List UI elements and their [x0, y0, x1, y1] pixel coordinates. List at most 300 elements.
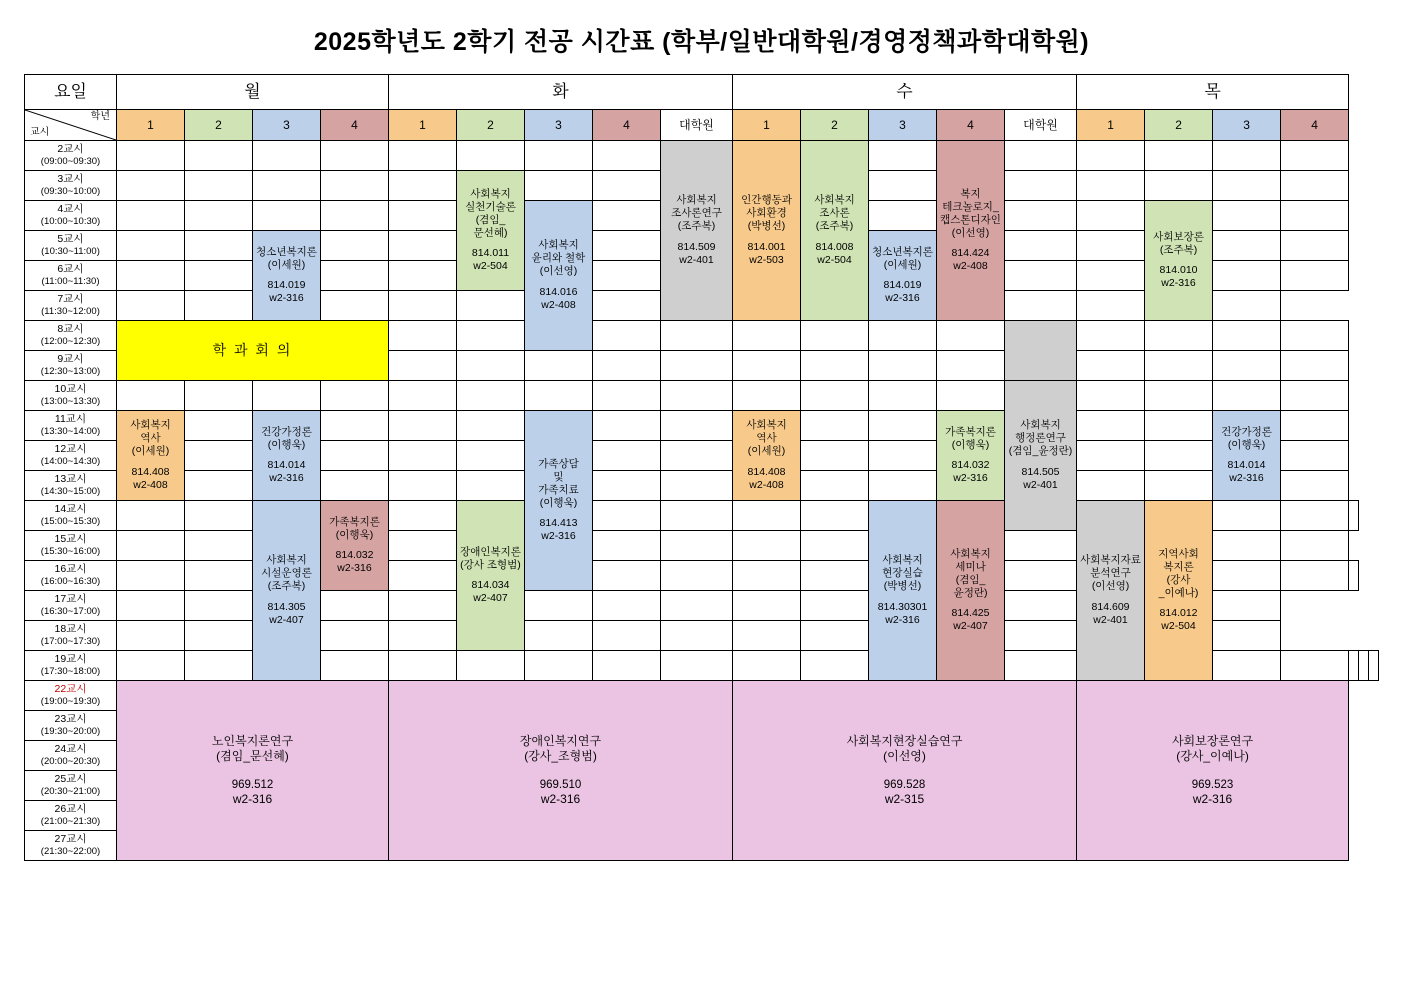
course-wed-seminar[interactable] [937, 501, 1005, 681]
slot-tue-grad[interactable] [661, 351, 733, 381]
slot-wed-2[interactable] [801, 321, 869, 351]
slot-thu-2[interactable] [1005, 531, 1077, 561]
slot-tue-grad[interactable] [661, 321, 733, 351]
slot-tue-1[interactable] [389, 171, 457, 201]
slot-wed-4[interactable] [937, 351, 1005, 381]
slot-thu-1[interactable] [1077, 411, 1145, 441]
course-wed-survey[interactable] [801, 141, 869, 321]
slot-thu-2[interactable] [1145, 171, 1213, 201]
period-cell [25, 771, 117, 801]
period-label: 15교시 [54, 533, 87, 545]
slot-tue-1[interactable] [389, 651, 457, 681]
course-thu-local[interactable] [1145, 501, 1213, 681]
period-range: (13:30~14:00) [40, 426, 101, 438]
slot-wed-grad[interactable] [1005, 321, 1077, 381]
slot-tue-4[interactable] [593, 141, 661, 171]
slot-tue-4[interactable] [593, 351, 661, 381]
course-room: w2-408 [749, 478, 784, 491]
slot-wed-2[interactable] [801, 471, 869, 501]
slot-thu-3[interactable] [1213, 351, 1281, 381]
period-cell [25, 681, 117, 711]
course-professor: (이행욱) [1227, 438, 1266, 451]
slot-thu-4[interactable] [1369, 651, 1379, 681]
course-code: 814.424 [951, 247, 990, 260]
slot-thu-4[interactable] [1281, 381, 1349, 411]
course-tue-counsel[interactable] [525, 411, 593, 591]
slot-thu-2[interactable] [1145, 471, 1213, 501]
slot-tue-4[interactable] [593, 471, 661, 501]
slot-thu-3[interactable] [1281, 501, 1349, 531]
slot-tue-2[interactable] [457, 381, 525, 411]
course-code: 814.014 [1227, 459, 1266, 471]
course-wed-history[interactable] [733, 411, 801, 501]
slot-mon-1[interactable] [117, 171, 185, 201]
slot-wed-1[interactable] [733, 531, 801, 561]
slot-mon-2[interactable] [185, 621, 253, 651]
course-professor: (강사 조형범) [460, 558, 521, 571]
table-row [25, 381, 1379, 411]
slot-tue-4[interactable] [661, 561, 733, 591]
course-title-line2: 복지론 [1163, 560, 1194, 573]
slot-wed-3[interactable] [1005, 651, 1077, 681]
slot-mon-1[interactable] [117, 141, 185, 171]
course-title-line2: 및 [553, 470, 564, 483]
grade-header-mon-1: 1 [117, 110, 185, 141]
slot-thu-4[interactable] [1281, 531, 1349, 561]
slot-thu-3[interactable] [1281, 561, 1349, 591]
slot-mon-4[interactable] [321, 261, 389, 291]
grade-header-tue-grad: 대학원 [661, 110, 733, 141]
slot-mon-1[interactable] [117, 531, 185, 561]
slot-wed-2[interactable] [733, 621, 801, 651]
period-cell [25, 441, 117, 471]
course-professor: 윤정란) [953, 587, 988, 599]
slot-thu-1[interactable] [1077, 321, 1145, 351]
slot-tue-4[interactable] [593, 441, 661, 471]
slot-tue-4[interactable] [525, 591, 593, 621]
slot-tue-1[interactable] [389, 621, 457, 651]
slot-wed-3[interactable] [869, 411, 937, 441]
slot-wed-grad[interactable] [1005, 141, 1077, 171]
slot-wed-2[interactable] [801, 501, 869, 531]
slot-wed-2[interactable] [1005, 561, 1077, 591]
course-title-line1: 사회보장론연구 [1171, 733, 1254, 748]
course-title-line1: 장애인복지론 [460, 545, 521, 558]
slot-mon-1[interactable] [117, 381, 185, 411]
slot-tue-2[interactable] [457, 471, 525, 501]
slot-tue-2[interactable] [457, 651, 525, 681]
slot-wed-2[interactable] [801, 381, 869, 411]
slot-mon-4[interactable] [321, 201, 389, 231]
slot-tue-1[interactable] [389, 411, 457, 441]
slot-mon-1[interactable] [117, 621, 185, 651]
slot-wed-grad[interactable] [1005, 201, 1077, 231]
slot-wed-4[interactable] [937, 321, 1005, 351]
slot-tue-3[interactable] [525, 381, 593, 411]
slot-thu-4[interactable] [1281, 411, 1349, 441]
period-label: 6교시 [57, 263, 84, 275]
course-room: w2-503 [749, 253, 784, 266]
slot-thu-3[interactable] [1213, 201, 1281, 231]
slot-tue-4[interactable] [593, 231, 661, 261]
course-mon-family[interactable] [321, 501, 389, 591]
slot-wed-1[interactable] [733, 501, 801, 531]
slot-wed-1[interactable] [733, 651, 801, 681]
slot-wed-3[interactable] [869, 201, 937, 231]
slot-thu-1[interactable] [1077, 171, 1145, 201]
period-label: 5교시 [57, 233, 84, 245]
slot-tue-grad[interactable] [661, 381, 733, 411]
slot-thu-1[interactable] [1077, 381, 1145, 411]
slot-thu-4[interactable] [1281, 471, 1349, 501]
slot-thu-1[interactable] [1005, 291, 1077, 321]
grade-header-mon-4: 4 [321, 110, 389, 141]
slot-tue-1[interactable] [593, 561, 661, 591]
course-code: 814.011 [471, 247, 510, 260]
slot-mon-4[interactable] [389, 561, 457, 591]
slot-wed-2[interactable] [733, 591, 801, 621]
slot-wed-3[interactable] [869, 471, 937, 501]
slot-mon-2[interactable] [185, 501, 253, 531]
slot-mon-1[interactable] [117, 561, 185, 591]
course-room: w2-316 [885, 613, 920, 626]
event-department-meeting[interactable]: 학 과 회 의 [117, 321, 389, 381]
course-mon-health[interactable] [253, 411, 321, 501]
slot-mon-4[interactable] [321, 411, 389, 441]
slot-thu-4[interactable] [1281, 321, 1349, 351]
slot-mon-2[interactable] [185, 561, 253, 591]
slot-mon-3[interactable] [253, 381, 321, 411]
slot-thu-1[interactable] [1077, 351, 1145, 381]
course-eve-mon[interactable] [117, 681, 389, 861]
course-code: 814.012 [1159, 607, 1198, 620]
slot-tue-3[interactable] [525, 141, 593, 171]
slot-tue-3[interactable] [525, 171, 593, 201]
slot-tue-2[interactable] [457, 441, 525, 471]
slot-tue-1[interactable] [389, 291, 457, 321]
slot-wed-2[interactable] [801, 531, 869, 561]
slot-tue-4[interactable] [593, 411, 661, 441]
period-range: (14:30~15:00) [40, 486, 101, 498]
slot-thu-2[interactable] [1145, 351, 1213, 381]
slot-wed-3[interactable] [869, 441, 937, 471]
course-professor: (이선영) [883, 748, 926, 763]
slot-wed-1[interactable] [801, 561, 869, 591]
slot-tue-1[interactable] [389, 501, 457, 531]
slot-thu-3[interactable] [1213, 381, 1281, 411]
slot-wed-1[interactable] [661, 591, 733, 621]
course-title-line2: 행정론연구 [1015, 432, 1066, 445]
slot-thu-2[interactable] [1145, 381, 1213, 411]
course-tue-ethics[interactable] [525, 201, 593, 351]
table-row [25, 441, 1379, 471]
course-title-line1: 복지 [960, 187, 981, 200]
slot-mon-4[interactable] [321, 171, 389, 201]
course-wed-grad-admin[interactable] [1005, 381, 1077, 531]
course-title-line1: 장애인복지연구 [519, 733, 602, 748]
course-tue-practice[interactable] [457, 171, 525, 291]
slot-mon-1[interactable] [117, 291, 185, 321]
slot-tue-grad[interactable] [733, 561, 801, 591]
slot-thu-4[interactable] [1281, 351, 1349, 381]
slot-mon-1[interactable] [117, 591, 185, 621]
period-cell [25, 141, 117, 171]
slot-tue-grad[interactable] [661, 471, 733, 501]
slot-mon-1[interactable] [117, 651, 185, 681]
slot-tue-1[interactable] [389, 441, 457, 471]
slot-mon-4[interactable] [321, 291, 389, 321]
slot-wed-1[interactable] [733, 321, 801, 351]
course-title-line1: 사회보장론 [1153, 230, 1204, 243]
slot-thu-1[interactable] [1077, 471, 1145, 501]
slot-mon-4[interactable] [321, 381, 389, 411]
slot-tue-2[interactable] [457, 141, 525, 171]
table-row [25, 321, 1379, 351]
slot-tue-2[interactable] [457, 321, 525, 351]
slot-wed-2[interactable] [801, 411, 869, 441]
slot-tue-2[interactable] [457, 411, 525, 441]
slot-wed-4[interactable] [1213, 651, 1281, 681]
slot-mon-3[interactable] [253, 201, 321, 231]
slot-tue-1[interactable] [389, 231, 457, 261]
period-label: 4교시 [57, 203, 84, 215]
slot-thu-3[interactable] [1213, 141, 1281, 171]
slot-tue-4[interactable] [593, 651, 661, 681]
course-wed-tech[interactable] [937, 141, 1005, 321]
slot-mon-2[interactable] [185, 171, 253, 201]
slot-thu-2[interactable] [1145, 411, 1213, 441]
slot-thu-3[interactable] [1213, 531, 1281, 561]
course-title-line1: 사회복지 [676, 194, 717, 207]
slot-thu-2[interactable] [1145, 441, 1213, 471]
course-tue-disability[interactable] [457, 501, 525, 651]
slot-tue-4[interactable] [593, 381, 661, 411]
slot-wed-grad[interactable] [1281, 651, 1349, 681]
slot-tue-1[interactable] [389, 141, 457, 171]
slot-wed-4[interactable] [937, 381, 1005, 411]
course-eve-wed[interactable] [733, 681, 1077, 861]
slot-thu-2[interactable] [1145, 141, 1213, 171]
slot-thu-3[interactable] [1005, 621, 1077, 651]
course-title-line3: (겸임_ [475, 213, 506, 226]
slot-tue-1[interactable] [389, 201, 457, 231]
course-wed-grad-data[interactable] [1077, 501, 1145, 681]
slot-mon-4[interactable] [321, 621, 389, 651]
course-room: w2-316 [1161, 277, 1196, 290]
slot-tue-grad[interactable] [661, 651, 733, 681]
course-room: w2-407 [473, 592, 508, 605]
course-thu-health[interactable] [1213, 411, 1281, 501]
course-title-line1: 가족복지론 [329, 515, 380, 528]
slot-wed-3[interactable] [869, 351, 937, 381]
slot-mon-2[interactable] [185, 471, 253, 501]
slot-thu-1[interactable] [1077, 141, 1145, 171]
slot-tue-4[interactable] [593, 201, 661, 231]
slot-tue-3[interactable] [525, 651, 593, 681]
period-cell [25, 801, 117, 831]
course-title-line1: 가족복지론 [945, 425, 996, 438]
period-range: (17:00~17:30) [40, 636, 101, 648]
slot-thu-2[interactable] [1349, 651, 1359, 681]
timetable [24, 74, 1379, 861]
slot-wed-2[interactable] [801, 441, 869, 471]
course-title-line3: (강사 [1166, 573, 1191, 586]
course-title-line2: 역사 [756, 432, 777, 445]
slot-thu-1[interactable] [1077, 201, 1145, 231]
course-wed-family[interactable] [937, 411, 1005, 501]
slot-thu-3[interactable] [1077, 291, 1145, 321]
slot-thu-2[interactable] [801, 591, 869, 621]
slot-tue-grad[interactable] [593, 591, 661, 621]
slot-thu-2[interactable] [1213, 501, 1281, 531]
period-cell [25, 381, 117, 411]
slot-tue-grad[interactable] [593, 621, 661, 651]
slot-thu-4[interactable] [1281, 261, 1349, 291]
period-cell [25, 621, 117, 651]
slot-mon-2[interactable] [185, 291, 253, 321]
course-tue-grad-survey[interactable] [661, 141, 733, 321]
course-code: 969.528 [883, 778, 926, 791]
slot-mon-4[interactable] [321, 441, 389, 471]
slot-tue-1[interactable] [389, 591, 457, 621]
course-wed-youth[interactable] [869, 231, 937, 321]
slot-wed-3[interactable] [869, 321, 937, 351]
slot-mon-2[interactable] [185, 591, 253, 621]
course-eve-tue[interactable] [389, 681, 733, 861]
slot-tue-2[interactable] [457, 351, 525, 381]
slot-wed-3[interactable] [869, 381, 937, 411]
slot-thu-3[interactable] [1359, 651, 1369, 681]
slot-wed-2[interactable] [801, 651, 869, 681]
slot-mon-4[interactable] [321, 231, 389, 261]
course-wed-field[interactable] [869, 501, 937, 681]
slot-tue-4[interactable] [457, 291, 525, 321]
slot-mon-1[interactable] [117, 231, 185, 261]
slot-tue-1[interactable] [389, 531, 457, 561]
course-title-line1: 지역사회 [1158, 547, 1199, 560]
period-label: 10교시 [54, 383, 87, 395]
slot-thu-2[interactable] [801, 621, 869, 651]
period-range: (20:00~20:30) [40, 756, 101, 768]
slot-wed-1[interactable] [733, 381, 801, 411]
slot-mon-2[interactable] [185, 651, 253, 681]
slot-thu-2[interactable] [1145, 321, 1213, 351]
slot-mon-2[interactable] [185, 201, 253, 231]
course-code: 814.034 [471, 579, 510, 591]
course-code: 814.032 [951, 459, 990, 471]
slot-wed-grad[interactable] [1005, 231, 1077, 261]
slot-mon-4[interactable] [321, 141, 389, 171]
course-mon-facility[interactable] [253, 501, 321, 681]
slot-thu-4[interactable] [1213, 591, 1281, 621]
slot-tue-4[interactable] [593, 531, 661, 561]
slot-mon-1[interactable] [117, 261, 185, 291]
slot-wed-grad[interactable] [1005, 171, 1077, 201]
slot-thu-3[interactable] [1213, 321, 1281, 351]
slot-thu-4[interactable] [1213, 621, 1281, 651]
slot-wed-grad[interactable] [593, 291, 661, 321]
slot-wed-1[interactable] [733, 351, 801, 381]
period-label: 2교시 [57, 143, 84, 155]
slot-mon-4[interactable] [321, 651, 389, 681]
slot-wed-3[interactable] [869, 141, 937, 171]
period-cell [25, 171, 117, 201]
slot-thu-4[interactable] [1281, 141, 1349, 171]
course-mon-cheongsonyeon[interactable] [253, 231, 321, 321]
slot-tue-4[interactable] [593, 171, 661, 201]
slot-tue-grad[interactable] [661, 441, 733, 471]
slot-mon-2[interactable] [185, 231, 253, 261]
slot-tue-4[interactable] [593, 321, 661, 351]
slot-thu-3[interactable] [1213, 171, 1281, 201]
slot-tue-3[interactable] [525, 351, 593, 381]
slot-thu-1[interactable] [1077, 231, 1145, 261]
slot-mon-2[interactable] [185, 411, 253, 441]
slot-mon-3[interactable] [253, 171, 321, 201]
period-label: 22교시 [54, 683, 87, 695]
slot-tue-1[interactable] [389, 351, 457, 381]
course-title-line1: 사회복지 [746, 419, 787, 432]
slot-thu-3[interactable] [1213, 261, 1281, 291]
timetable-sheet [24, 74, 1379, 861]
slot-mon-4[interactable] [321, 591, 389, 621]
course-mon-history[interactable] [117, 411, 185, 501]
slot-wed-grad[interactable] [1005, 261, 1077, 291]
period-cell [25, 291, 117, 321]
slot-mon-2[interactable] [185, 141, 253, 171]
slot-thu-4[interactable] [1281, 441, 1349, 471]
slot-thu-4[interactable] [1281, 171, 1349, 201]
slot-wed-2[interactable] [801, 351, 869, 381]
slot-mon-2[interactable] [185, 531, 253, 561]
slot-mon-1[interactable] [117, 501, 185, 531]
slot-thu-3[interactable] [1005, 591, 1077, 621]
slot-mon-2[interactable] [185, 381, 253, 411]
slot-thu-2[interactable] [1213, 561, 1281, 591]
course-wed-human[interactable] [733, 141, 801, 321]
slot-wed-1[interactable] [661, 621, 733, 651]
course-thu-security[interactable] [1145, 201, 1213, 321]
slot-tue-grad[interactable] [661, 531, 733, 561]
slot-wed-3[interactable] [869, 171, 937, 201]
slot-thu-4[interactable] [1281, 231, 1349, 261]
slot-thu-4[interactable] [1349, 561, 1359, 591]
slot-tue-4[interactable] [593, 501, 661, 531]
period-cell [25, 741, 117, 771]
period-cell [25, 261, 117, 291]
slot-thu-4[interactable] [1349, 501, 1359, 531]
slot-mon-4[interactable] [321, 471, 389, 501]
slot-mon-1[interactable] [117, 201, 185, 231]
slot-mon-2[interactable] [185, 261, 253, 291]
course-eve-thu[interactable] [1077, 681, 1349, 861]
slot-tue-1[interactable] [389, 261, 457, 291]
slot-thu-4[interactable] [1281, 201, 1349, 231]
slot-tue-grad[interactable] [661, 501, 733, 531]
slot-mon-3[interactable] [253, 141, 321, 171]
slot-tue-1[interactable] [389, 381, 457, 411]
slot-thu-1[interactable] [1077, 441, 1145, 471]
slot-tue-1[interactable] [389, 471, 457, 501]
slot-tue-1[interactable] [389, 321, 457, 351]
slot-tue-4[interactable] [525, 621, 593, 651]
slot-tue-grad[interactable] [661, 411, 733, 441]
slot-thu-3[interactable] [1213, 231, 1281, 261]
slot-thu-1[interactable] [1077, 261, 1145, 291]
slot-mon-2[interactable] [185, 441, 253, 471]
slot-thu-4[interactable] [1213, 291, 1281, 321]
slot-tue-4[interactable] [593, 261, 661, 291]
